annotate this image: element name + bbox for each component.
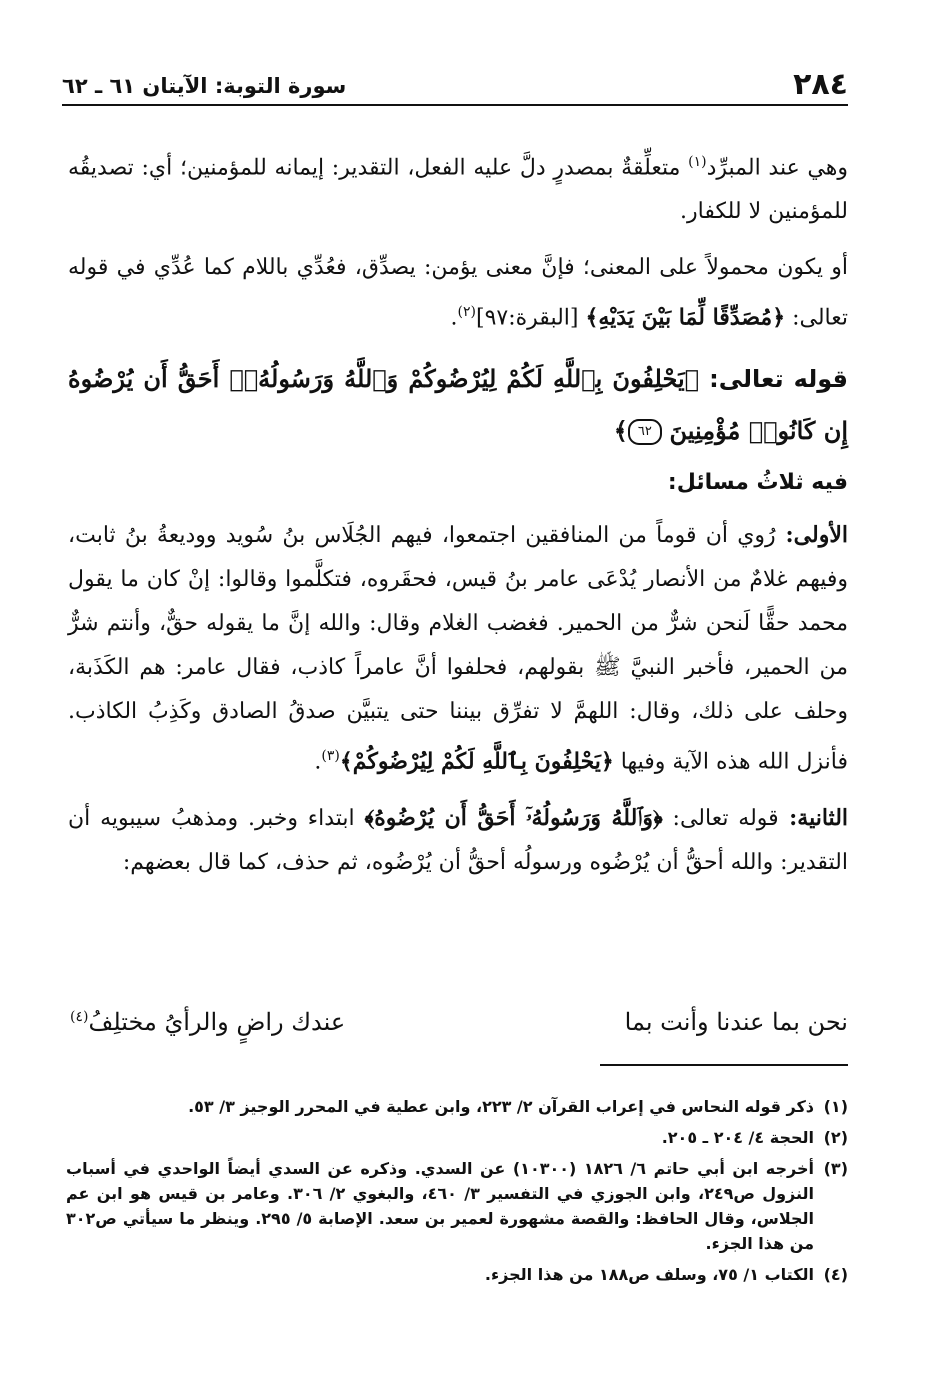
verse-lead: قوله تعالى: [699,364,849,393]
footnote-number: (٣) [823,1159,848,1178]
paragraph-text: قوله تعالى: [662,805,779,831]
footnote-text: الكتاب ١/ ٧٥، وسلف ص١٨٨ من هذا الجزء. [484,1265,814,1284]
paragraph-first-issue [68,513,848,784]
footnote-4 [66,1262,848,1287]
quran-quote: ﴿مُصَدِّقًا لِّمَا بَيْنَ يَدَيْهِ﴾ [585,304,786,331]
punctuation: . [314,748,322,774]
footnote-divider [600,1064,848,1066]
paragraph-text: ابتداء وخبر. ومذهبُ سيبويه أن التقدير: والله أحقُّ أن يُرْضُوه ورسولُه أحقُّ أن يُرْضُوه، ثم حذف، كما قال بعضهم: [68,805,848,875]
paragraph-2 [68,246,848,340]
punctuation: . [450,305,458,331]
paragraph-text: وهي عند المبرِّد [706,155,848,181]
footnote-ref-2: (٢) [457,304,476,321]
footnotes [66,1094,848,1293]
paragraph-text: أو يكون محمولاً على المعنى؛ فإنَّ معنى يؤمن: يصدِّق، فعُدِّي باللام كما عُدِّي في قوله تعالى: [68,255,848,331]
main-text [68,140,848,897]
quran-quote: ﴿وَٱللَّهُ وَرَسُولُهُۥٓ أَحَقُّ أَن يُرْضُوهُ﴾ [364,804,663,831]
running-title: سورة التوبة: الآيتان ٦١ ـ ٦٢ [62,74,347,98]
verse-text: ﴿يَحْلِفُونَ بِٱللَّهِ لَكُمْ لِيُرْضُوكُمْ وَٱللَّهُ وَرَسُولُهُۥٓ أَحَقُّ أَن يُرْضُوهُ إِن كَانُوا۟ مُؤْمِنِينَ [68,363,848,445]
footnote-number: (١) [823,1097,848,1116]
footnote-text: أخرجه ابن أبي حاتم ٦/ ١٨٢٦ (١٠٣٠٠) عن السدي. وذكره عن السدي أيضاً الواحدي في أسباب النزول ص٢٤٩، وابن الجوزي في التفسير ٣/ ٤٦٠، والبغوي ٢/ ٣٠٦. وعامر بن قيس هو ابن عم الجلاس، وقال الحافظ: والقصة مشهورة لعمير بن سعد. الإصابة ٥/ ٢٩٥. وينظر ما سيأتي ص٣٠٢ من هذا الجزء. [66,1159,815,1253]
section-heading: فيه ثلاثُ مسائل: [667,469,848,495]
poem-verse [70,1008,848,1048]
footnote-number: (٢) [823,1128,848,1147]
verse-heading [68,353,848,457]
paragraph-1 [68,140,848,234]
poem-second-hemistich [70,1008,345,1036]
footnote-text: الحجة ٤/ ٢٠٤ ـ ٢٠٥. [661,1128,814,1147]
issue-label-second: الثانية: [778,804,849,831]
paragraph-text: متعلِّقةٌ بمصدرٍ دلَّ عليه الفعل، التقدير: إيمانه للمؤمنين؛ أي: تصديقُه للمؤمنين لا للكفار. [68,155,848,225]
paragraph-text: رُوي أن قوماً من المنافقين اجتمعوا، فيهم الجُلَاس بنُ سُويد ووديعةُ بنُ ثابت، وفيهم غلامٌ من الأنصار يُدْعَى عامر بنُ قيس، فحقَروه، فتكلَّموا وقالوا: إنْ كان ما يقول محمد حقًّا لَنحن شرٌّ من الحمير. فغضب الغلام وقال: والله إنَّ ما يقوله حقٌّ، وأنتم شرٌّ من الحمير، فأخبر النبيَّ ﷺ بقولهم، فحلفوا أنَّ عامراً كاذب، فقال عامر: هم الكَذَبة، وحلف على ذلك، وقال: اللهمَّ لا تفرِّق بيننا حتى يتبيَّن صدقُ الصادق وكَذِبُ الكاذب. فأنزل الله هذه الآية وفيها [68,522,848,774]
footnote-1 [66,1094,848,1119]
quran-quote: ﴿يَحْلِفُونَ بِٱللَّهِ لَكُمْ لِيُرْضُوكُمْ﴾ [339,747,614,774]
poem-first-hemistich: نحن بما عندنا وأنت بما [624,1008,848,1036]
footnote-ref-1: (١) [688,154,707,170]
footnote-number: (٤) [823,1265,848,1284]
surah-citation: [البقرة:٩٧] [476,305,586,331]
issue-label-first: الأولى: [775,521,848,548]
footnote-text: ذكر قوله النحاس في إعراب القرآن ٢/ ٢٢٣، وابن عطية في المحرر الوجيز ٣/ ٥٣. [188,1097,814,1116]
footnote-2 [66,1125,848,1150]
footnote-ref-4: (٤) [70,1009,89,1025]
poem-second-text: عندك راضٍ والرأيُ مختلِفُ [88,1008,346,1036]
verse-number-marker: ٦٢ [628,419,662,445]
verse-closing-bracket: ﴾ [613,415,628,445]
footnote-ref-3: (٣) [321,747,340,764]
page-header [62,68,848,106]
paragraph-second-issue [68,796,848,885]
footnote-3 [66,1156,848,1256]
page-number: ٢٨٤ [793,67,848,102]
